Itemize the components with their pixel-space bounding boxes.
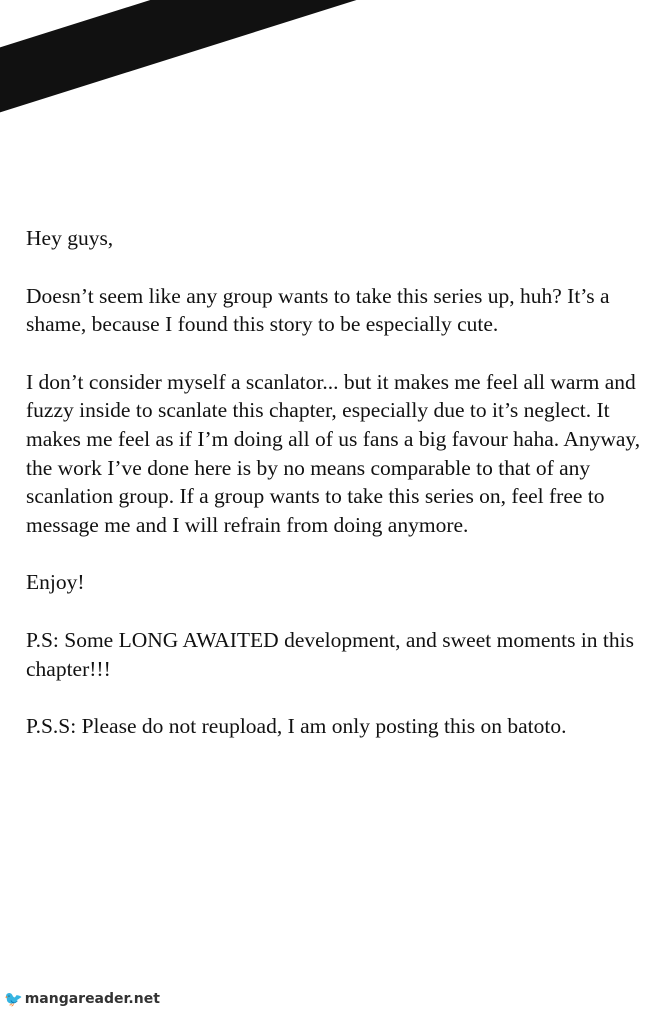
chapter-title: 連発花火のプレゼント [137, 63, 364, 157]
greeting: Hey guys, [26, 226, 114, 250]
watermark-text: mangareader.net [24, 991, 160, 1007]
postscript: P.S: Some LONG AWAITED development, and sweet moments in this chapter!!! [26, 627, 634, 681]
closing: Enjoy! [26, 570, 85, 595]
scanlator-note [26, 224, 641, 770]
case-label: CASE. [15, 149, 91, 195]
watermark [4, 990, 160, 1008]
paragraph-series: Doesn’t seem like any group wants to take this series up, huh? It’s a shame, because I found this story to be especially cute. [26, 283, 610, 337]
postscript-2: P.S.S: Please do not reupload, I am only posting this on batoto. [26, 714, 567, 739]
bird-logo-icon: 🐦 [4, 990, 23, 1008]
case-number: 23 [79, 124, 137, 177]
paragraph-scanlation: I don’t consider myself a scanlator... but it makes me feel all warm and fuzzy inside to scanlate this chapter, especially due to it’s neglect. It makes me feel as if I’m doing all of us fans a big favour haha. Anyway, the work I’ve done here is by no means comparable to that of any scanlation group. If a group wants to take this series on, feel free to message me and I will refrain from doing anymore. [26, 369, 641, 537]
